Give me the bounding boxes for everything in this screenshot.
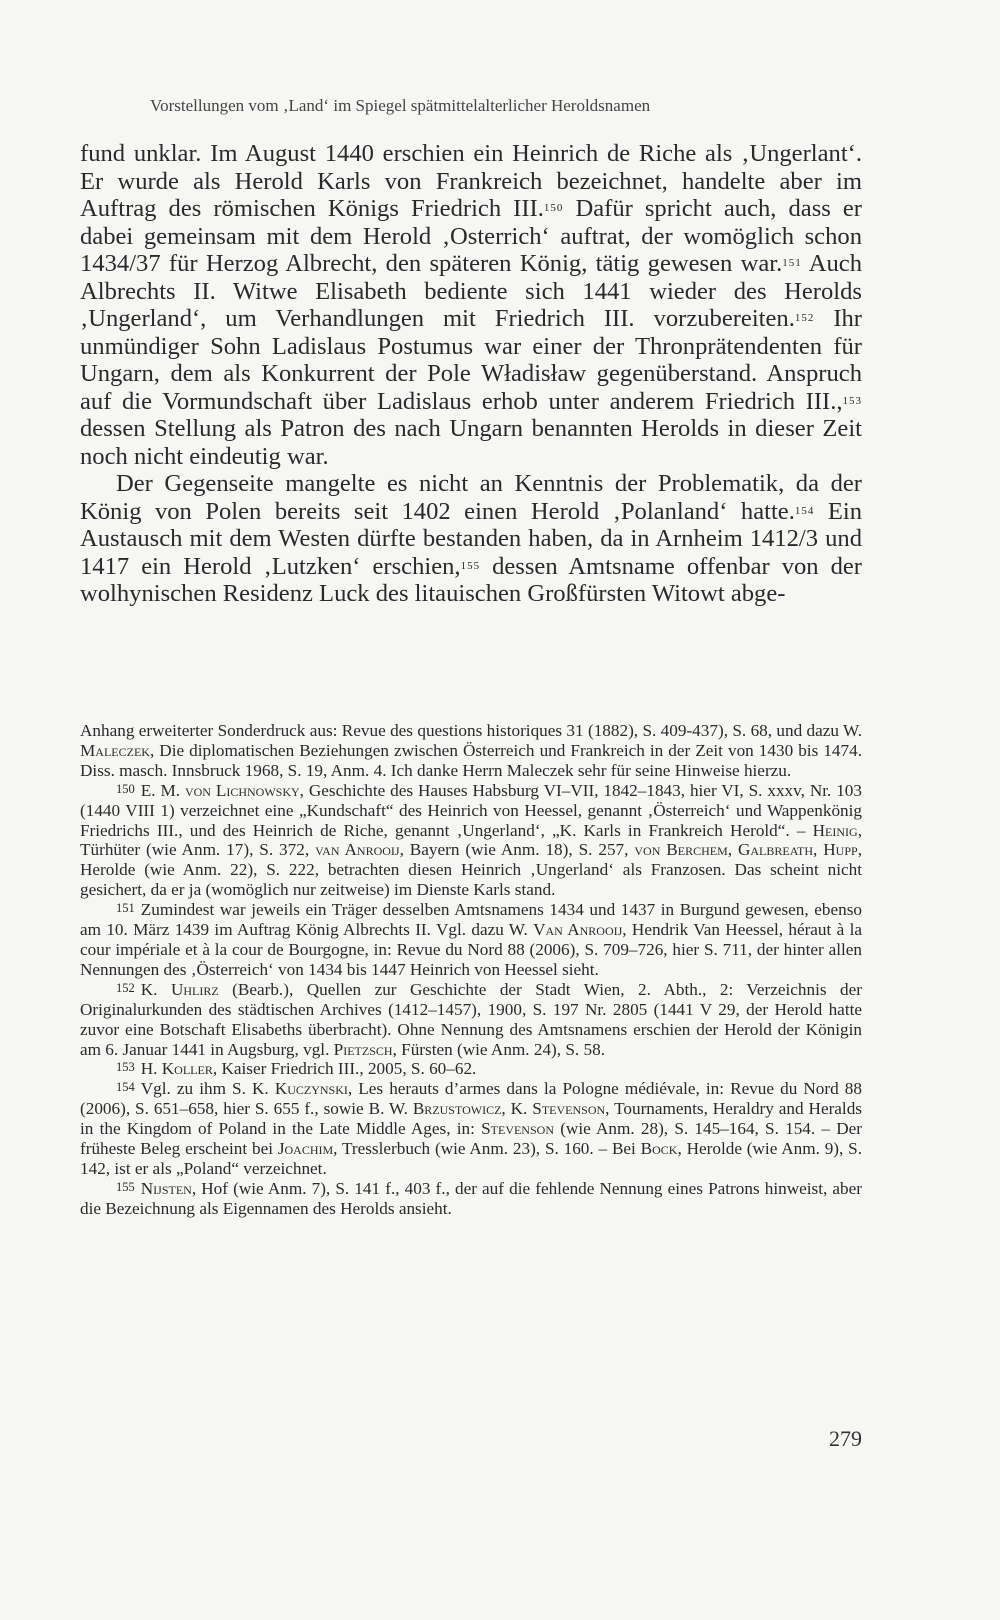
paragraph-2: Der Gegenseite mangelte es nicht an Kenntnis der Problematik, da der König von Polen bereits seit 1402 einen Herold ‚Polanland‘ hatte.$^{154}$ Ein Austausch mit dem Westen dürfte bestanden haben, da in Arnheim 1412/3 und 1417 ein Herold ‚Lutzken‘ erschien,$^{155}$ dessen Amtsname offenbar von der wolhynischen Residenz Luck des litauischen Großfürsten Witowt abge-	[80, 470, 862, 607]
footnote-152: 152 K. Uhlirz (Bearb.), Quellen zur Geschichte der Stadt Wien, 2. Abth., 2: Verzeichnis der Originalurkunden des städtischen Archives (1412–1457), 1900, S. 197 Nr. 2805 (1441 V 29, der Herold hatte zuvor eine Botschaft Elisabeths überbracht). Ohne Nennung des Amtsnamens erschien der Herold der Königin am 6. Januar 1441 in Augsburg, vgl. Pietzsch, Fürsten (wie Anm. 24), S. 58.	[80, 979, 862, 1059]
footnote-number: 154	[116, 1080, 135, 1095]
paragraph-1: fund unklar. Im August 1440 erschien ein Heinrich de Riche als ‚Ungerlant‘. Er wurde als Herold Karls von Frankreich bezeichnet, handelte aber im Auftrag des römischen Königs Friedrich III.$^{150}$ Dafür spricht auch, dass er dabei gemeinsam mit dem Herold ‚Osterrich‘ auftrat, der womöglich schon 1434/37 für Herzog Albrecht, den späteren König, tätig gewesen war.$^{151}$ Auch Albrechts II. Witwe Elisabeth bediente sich 1441 wieder des Herolds ‚Ungerland‘, um Verhandlungen mit Friedrich III. vorzubereiten.$^{152}$ Ihr unmündiger Sohn Ladislaus Postumus war einer der Thronprätendenten für Ungarn, dem als Konkurrent der Pole Władisław gegenüberstand. Anspruch auf die Vormundschaft über Ladislaus erhob unter anderem Friedrich III.,$^{153}$ dessen Stellung als Patron des nach Ungarn benannten Herolds in dieser Zeit noch nicht eindeutig war.	[80, 140, 862, 470]
footnote-151: 151 Zumindest war jeweils ein Träger desselben Amtsnamens 1434 und 1437 in Burgund gewesen, ebenso am 10. März 1439 im Auftrag König Albrechts II. Vgl. dazu W. Van Anrooij, Hendrik Van Heessel, héraut à la cour impériale et à la cour de Bourgogne, in: Revue du Nord 88 (2006), S. 709–726, hier S. 711, der hinter allen Nennungen des ‚Österreich‘ von 1434 bis 1447 Heinrich von Heessel sieht.	[80, 900, 862, 979]
footnote-ref-155[interactable]: 155	[460, 559, 481, 572]
footnote-ref-153[interactable]: 153	[842, 394, 862, 407]
page-number: 279	[829, 1426, 862, 1451]
footnote-continuation: Anhang erweiterter Sonderdruck aus: Revue des questions historiques 31 (1882), S. 409-437), S. 68, und dazu W. Maleczek, Die diplomatischen Beziehungen zwischen Österreich und Frankreich in der Zeit von 1430 bis 1474. Diss. masch. Innsbruck 1968, S. 19, Anm. 4. Ich danke Herrn Maleczek sehr für seine Hinweise hierzu.	[80, 721, 862, 780]
footnote-153: 153 H. Koller, Kaiser Friedrich III., 2005, S. 60–62.	[116, 1059, 477, 1079]
footnote-ref-152[interactable]: 152	[794, 312, 815, 324]
footnote-number: 150	[116, 781, 135, 796]
footnote-number: 151	[116, 901, 135, 916]
footnote-154: 154 Vgl. zu ihm S. K. Kuczynski, Les herauts d’armes dans la Pologne médiévale, in: Revue du Nord 88 (2006), S. 651–658, hier S. 655 f., sowie B. W. Brzustowicz, K. Stevenson, Tournaments, Heraldry and Heralds in the Kingdom of Poland in the Late Middle Ages, in: Stevenson (wie Anm. 28), S. 145–164, S. 154. – Der früheste Beleg erscheint bei Joachim, Tresslerbuch (wie Anm. 23), S. 160. – Bei Bock, Herolde (wie Anm. 9), S. 142, ist er als „Poland“ verzeichnet.	[80, 1079, 863, 1178]
footnote-ref-151[interactable]: 151	[782, 257, 802, 269]
footnote-150: 150 E. M. von Lichnowsky, Geschichte des Hauses Habsburg VI–VII, 1842–1843, hier VI, S. xxxv, Nr. 103 (1440 VIII 1) verzeichnet eine „Kundschaft“ des Heinrich von Heessel, genannt ‚Österreich‘ und Wappenkönig Friedrichs III., und des Heinrich de Riche, genannt ‚Ungerland‘, „K. Karls in Frankreich Herold“. – Heinig, Türhüter (wie Anm. 17), S. 372, van Anrooij, Bayern (wie Anm. 18), S. 257, von Berchem, Galbreath, Hupp, Herolde (wie Anm. 22), S. 222, betrachten diesen Heinrich ‚Ungerland‘ als Franzosen. Das scheint nicht gesichert, da er ja (womöglich nur zeitweise) im Dienste Karls stand.	[80, 780, 862, 900]
main-text	[80, 140, 862, 608]
footnote-ref-154[interactable]: 154	[794, 504, 815, 517]
footnote-ref-150[interactable]: 150	[543, 202, 564, 214]
footnote-number: 153	[116, 1060, 135, 1075]
footnote-155: 155 Nijsten, Hof (wie Anm. 7), S. 141 f., 403 f., der auf die fehlende Nennung eines Patrons hinweist, aber die Bezeichnung als Eigennamen des Herolds ansieht.	[80, 1178, 862, 1218]
footnotes	[80, 721, 862, 1219]
footnote-number: 155	[116, 1179, 135, 1194]
running-head: Vorstellungen vom ‚Land‘ im Spiegel spätmittelalterlicher Heroldsnamen	[150, 96, 651, 115]
footnote-number: 152	[116, 980, 135, 995]
